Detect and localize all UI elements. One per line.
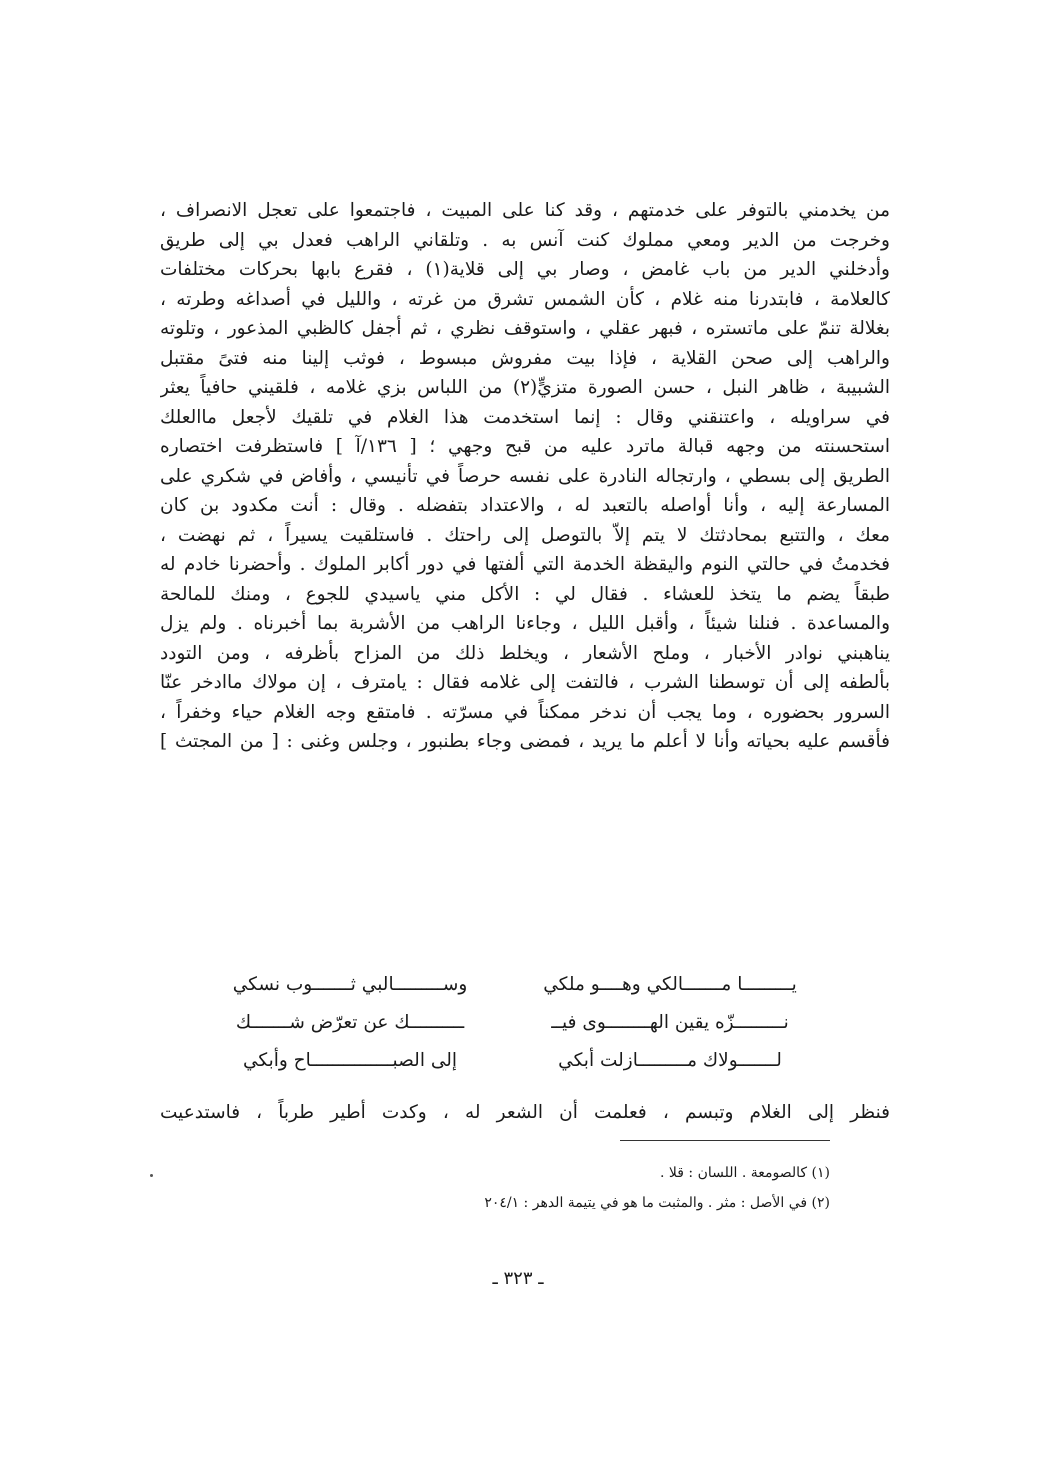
text-line: كالعلامة ، فابتدرنا منه غلام ، كأن الشمس تشرق من غرته ، والليل في أصداغه وطرته ، <box>160 288 890 310</box>
text-line: السرور بحضوره ، وما يجب أن ندخر ممكناً في مسرّته . فامتقع وجه الغلام حياء وخفراً ، <box>160 701 890 723</box>
text-line: طبقاً يضم ما يتخذ للعشاء . فقال لي : الأكل مني ياسيدي للجوع ، ومنك للمالحة <box>160 583 890 605</box>
text-line: المسارعة إليه ، وأنا أواصله بالتعبد له ، والاعتداد بتفضله . وقال : أنت مكدود بن كان <box>160 495 890 516</box>
scan-speck <box>150 1174 153 1177</box>
poem-first-hemistich: نـــــــــزّه يقين الهــــــــوى فيــ <box>551 1012 789 1033</box>
poem-second-hemistich: ــــــــــك عن تعرّض شـــــــك <box>235 1012 465 1033</box>
text-line: يناهبني نوادر الأخبار ، وملح الأشعار ، ويخلط ذلك من المزاح بأظرفه ، ومن التودد <box>160 642 890 664</box>
poem-second-hemistich: وســـــــــالبي ثـــــــوب نسكي <box>232 974 468 995</box>
text-line: فخدمتُ في حالتي النوم واليقظة الخدمة التي ألفتها في دور أكابر الملوك . وأحضرنا خادم له <box>160 554 890 575</box>
poem-verse <box>210 1004 810 1042</box>
text-line: الشبيبة ، ظاهر النبل ، حسن الصورة متزيٍّ(٢) من اللباس بزي غلامه ، فلقيني حافياً يعثر <box>160 377 890 398</box>
footnote: (١) كالصومعة . اللسان : قلا . <box>660 1165 830 1181</box>
text-line: استحسنته من وجهه قبالة ماترد عليه من قبح وجهي ؛ [ ١٣٦/آ ] فاستظرفت اختصاره <box>160 436 890 457</box>
poem-verse <box>210 966 810 1004</box>
continuation-line: فنظر إلى الغلام وتبسم ، فعلمت أن الشعر له ، وكدت أطير طرباً ، فاستدعيت <box>160 1102 890 1123</box>
text-line: بغلالة تنمّ على ماتستره ، فبهر عقلي ، واستوقف نظري ، ثم أجفل كالظبي المذعور ، وتلوته <box>160 318 890 339</box>
text-line: والمساعدة . فنلنا شيئاً ، وأقبل الليل ، وجاءنا الراهب من الأشربة بما أخبرناه . ولم يزل <box>160 613 890 634</box>
footnote-divider <box>620 1140 830 1141</box>
text-line: معك ، والتتبع بمحادثتك لا يتم إلاّ بالتوصل إلى راحتك . فاستلقيت يسيراً ، ثم نهضت ، <box>160 524 890 546</box>
poem <box>210 966 810 1080</box>
text-line: فأقسم عليه بحياته وأنا لا أعلم ما يريد ، فمضى وجاء بطنبور ، وجلس وغنى : [ من المجتث ] <box>160 731 890 752</box>
poem-first-hemistich: لـــــــولاك مـــــــــازلت أبكي <box>558 1050 782 1071</box>
footnotes <box>400 1158 830 1218</box>
text-line: الطريق إلى بسطي ، وارتجاله النادرة على نفسه حرصاً في تأنيسي ، وأفاض في شكري على <box>160 465 890 487</box>
text-line: وخرجت من الدير ومعي مملوك كنت آنس به . وتلقاني الراهب فعدل بي إلى طريق <box>160 229 890 251</box>
poem-second-hemistich: إلى الصبـــــــــــــــاح وأبكي <box>242 1050 458 1071</box>
text-line: في سراويله ، واعتنقني وقال : إنما استخدمت هذا الغلام في تلقيك لأجعل ماالعلك <box>160 406 890 428</box>
text-line: من يخدمني بالتوفر على خدمتهم ، وقد كنا على المبيت ، فاجتمعوا على تعجل الانصراف ، <box>160 200 890 221</box>
page-number: ـ ٣٢٣ ـ <box>492 1268 544 1289</box>
footnote: (٢) في الأصل : مثر . والمثبت ما هو في يتيمة الدهر : ٢٠٤/١ <box>484 1195 830 1211</box>
text-line: والراهب إلى صحن القلاية ، فإذا بيت مفروش مبسوط ، فوثب إلينا منه فتىً مقتبل <box>160 347 890 369</box>
body-text <box>160 196 890 757</box>
text-line: بألطفه إلى أن توسطنا الشرب ، فالتفت إلى غلامه فقال : يامترف ، إن مولاك ماادخر عنّا <box>160 672 890 693</box>
poem-verse <box>210 1042 810 1080</box>
poem-first-hemistich: يـــــــــا مـــــــالكي وهــــو ملكي <box>543 974 797 995</box>
text-line: وأدخلني الدير من باب غامض ، وصار بي إلى قلاية(١) ، فقرع بابها بحركات مختلفات <box>160 259 890 280</box>
